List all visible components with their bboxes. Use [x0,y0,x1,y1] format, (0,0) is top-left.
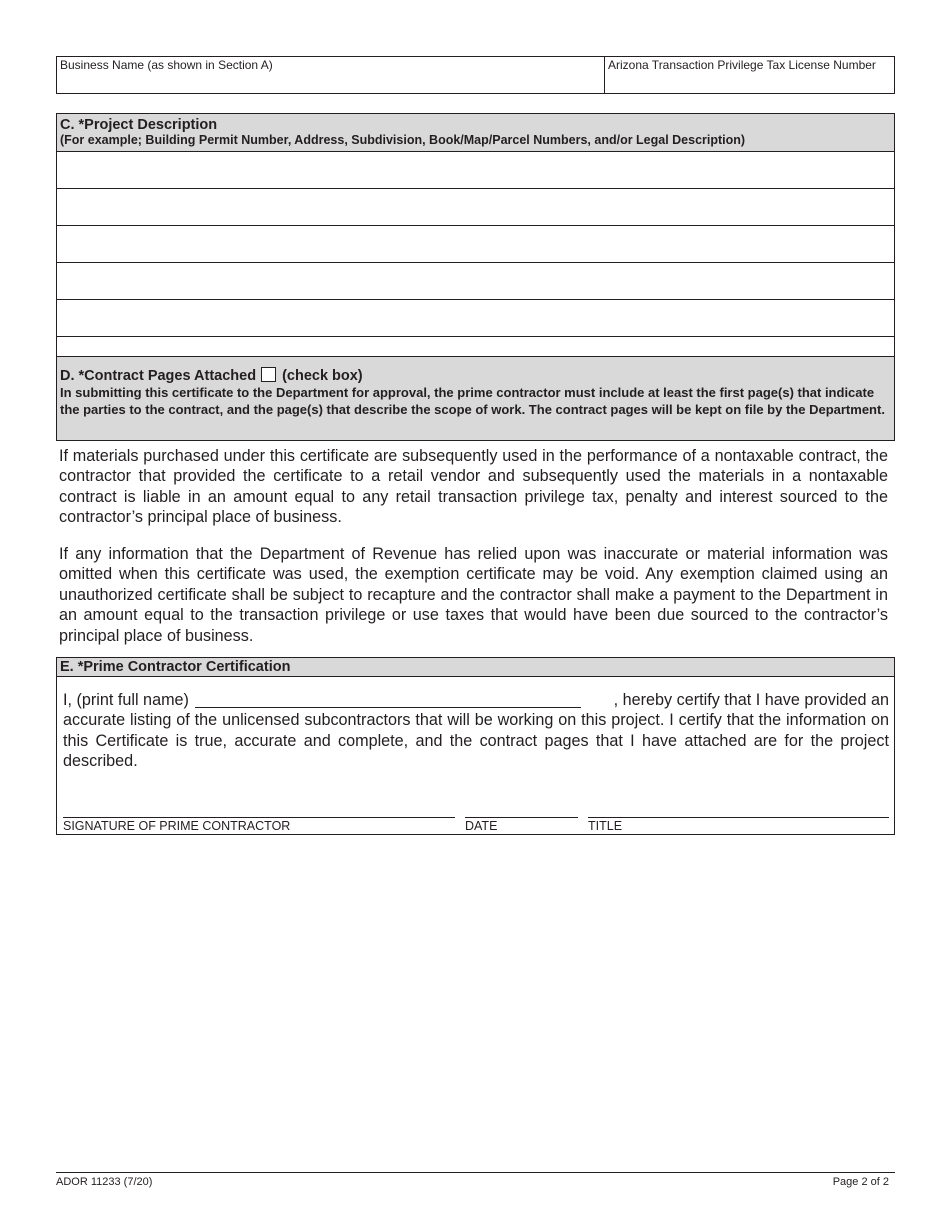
section-c [56,113,895,358]
section-d-title [60,367,891,384]
cert-rest: accurate listing of the unlicensed subcontractors that will be working on this project. I certify that the information on this Certificate is true, accurate and complete, and the contract pages that I have attached are for the project described. [63,711,889,771]
project-description-line-2[interactable] [57,189,894,226]
liability-paragraph: If materials purchased under this certificate are subsequently used in the performance of a nontaxable contract, the contractor that provided the certificate to a retail vendor and subsequently used the materials in a nontaxable contract is liable in an amount equal to any retail transaction privilege tax, penalty and interest sourced to the contractor’s principal place of business. [59,447,888,527]
date-line[interactable] [465,817,578,818]
section-d-title-suffix: (check box) [282,368,363,384]
project-description-line-4[interactable] [57,263,894,300]
section-d-instructions: In submitting this certificate to the Department for approval, the prime contractor must include at least the first page(s) that indicate the parties to the contract, and the page(s) that describe the scope of work. The contract pages will be kept on file by the Department. [60,385,885,417]
divider [57,336,894,337]
cert-prefix: I, (print full name) [63,691,189,709]
cert-suffix: , hereby certify that I have provided an [613,691,889,709]
section-e-header [56,657,895,677]
title-line[interactable] [588,817,889,818]
section-e-title: E. *Prime Contractor Certification [60,659,291,675]
project-description-line-3[interactable] [57,226,894,263]
section-c-title: C. *Project Description [60,117,218,133]
footer-rule [56,1172,895,1173]
section-e [56,657,895,835]
date-label: DATE [465,819,498,833]
print-name-input[interactable] [195,690,581,708]
section-c-header [56,113,895,152]
certification-text [63,690,889,772]
license-number-label: Arizona Transaction Privilege Tax License Number [608,58,876,72]
section-d-title-prefix: D. *Contract Pages Attached [60,368,257,384]
void-certificate-paragraph: If any information that the Department of Revenue has relied upon was inaccurate or material information was omitted when this certificate was used, the exemption certificate may be void. Any exemption claimed using an unauthorized certificate shall be subject to recapture and the contractor shall make a payment to the Department in an amount equal to the transaction privilege or use taxes that would have been due sourced to the contractor’s principal place of business. [59,545,888,645]
project-description-line-5[interactable] [57,300,894,337]
title-label: TITLE [588,819,623,833]
signature-label: SIGNATURE OF PRIME CONTRACTOR [63,819,291,833]
license-number-field[interactable] [604,56,895,94]
project-description-line-1[interactable] [57,152,894,189]
section-d [56,356,895,441]
form-id: ADOR 11233 (7/20) [56,1176,153,1188]
page-number: Page 2 of 2 [832,1176,889,1188]
business-name-field[interactable] [56,56,605,94]
business-name-label: Business Name (as shown in Section A) [60,58,273,72]
section-c-subtitle: (For example; Building Permit Number, Address, Subdivision, Book/Map/Parcel Numbers, and/or Legal Description) [60,133,746,147]
signature-line[interactable] [63,817,455,818]
contract-pages-checkbox[interactable] [261,367,276,382]
